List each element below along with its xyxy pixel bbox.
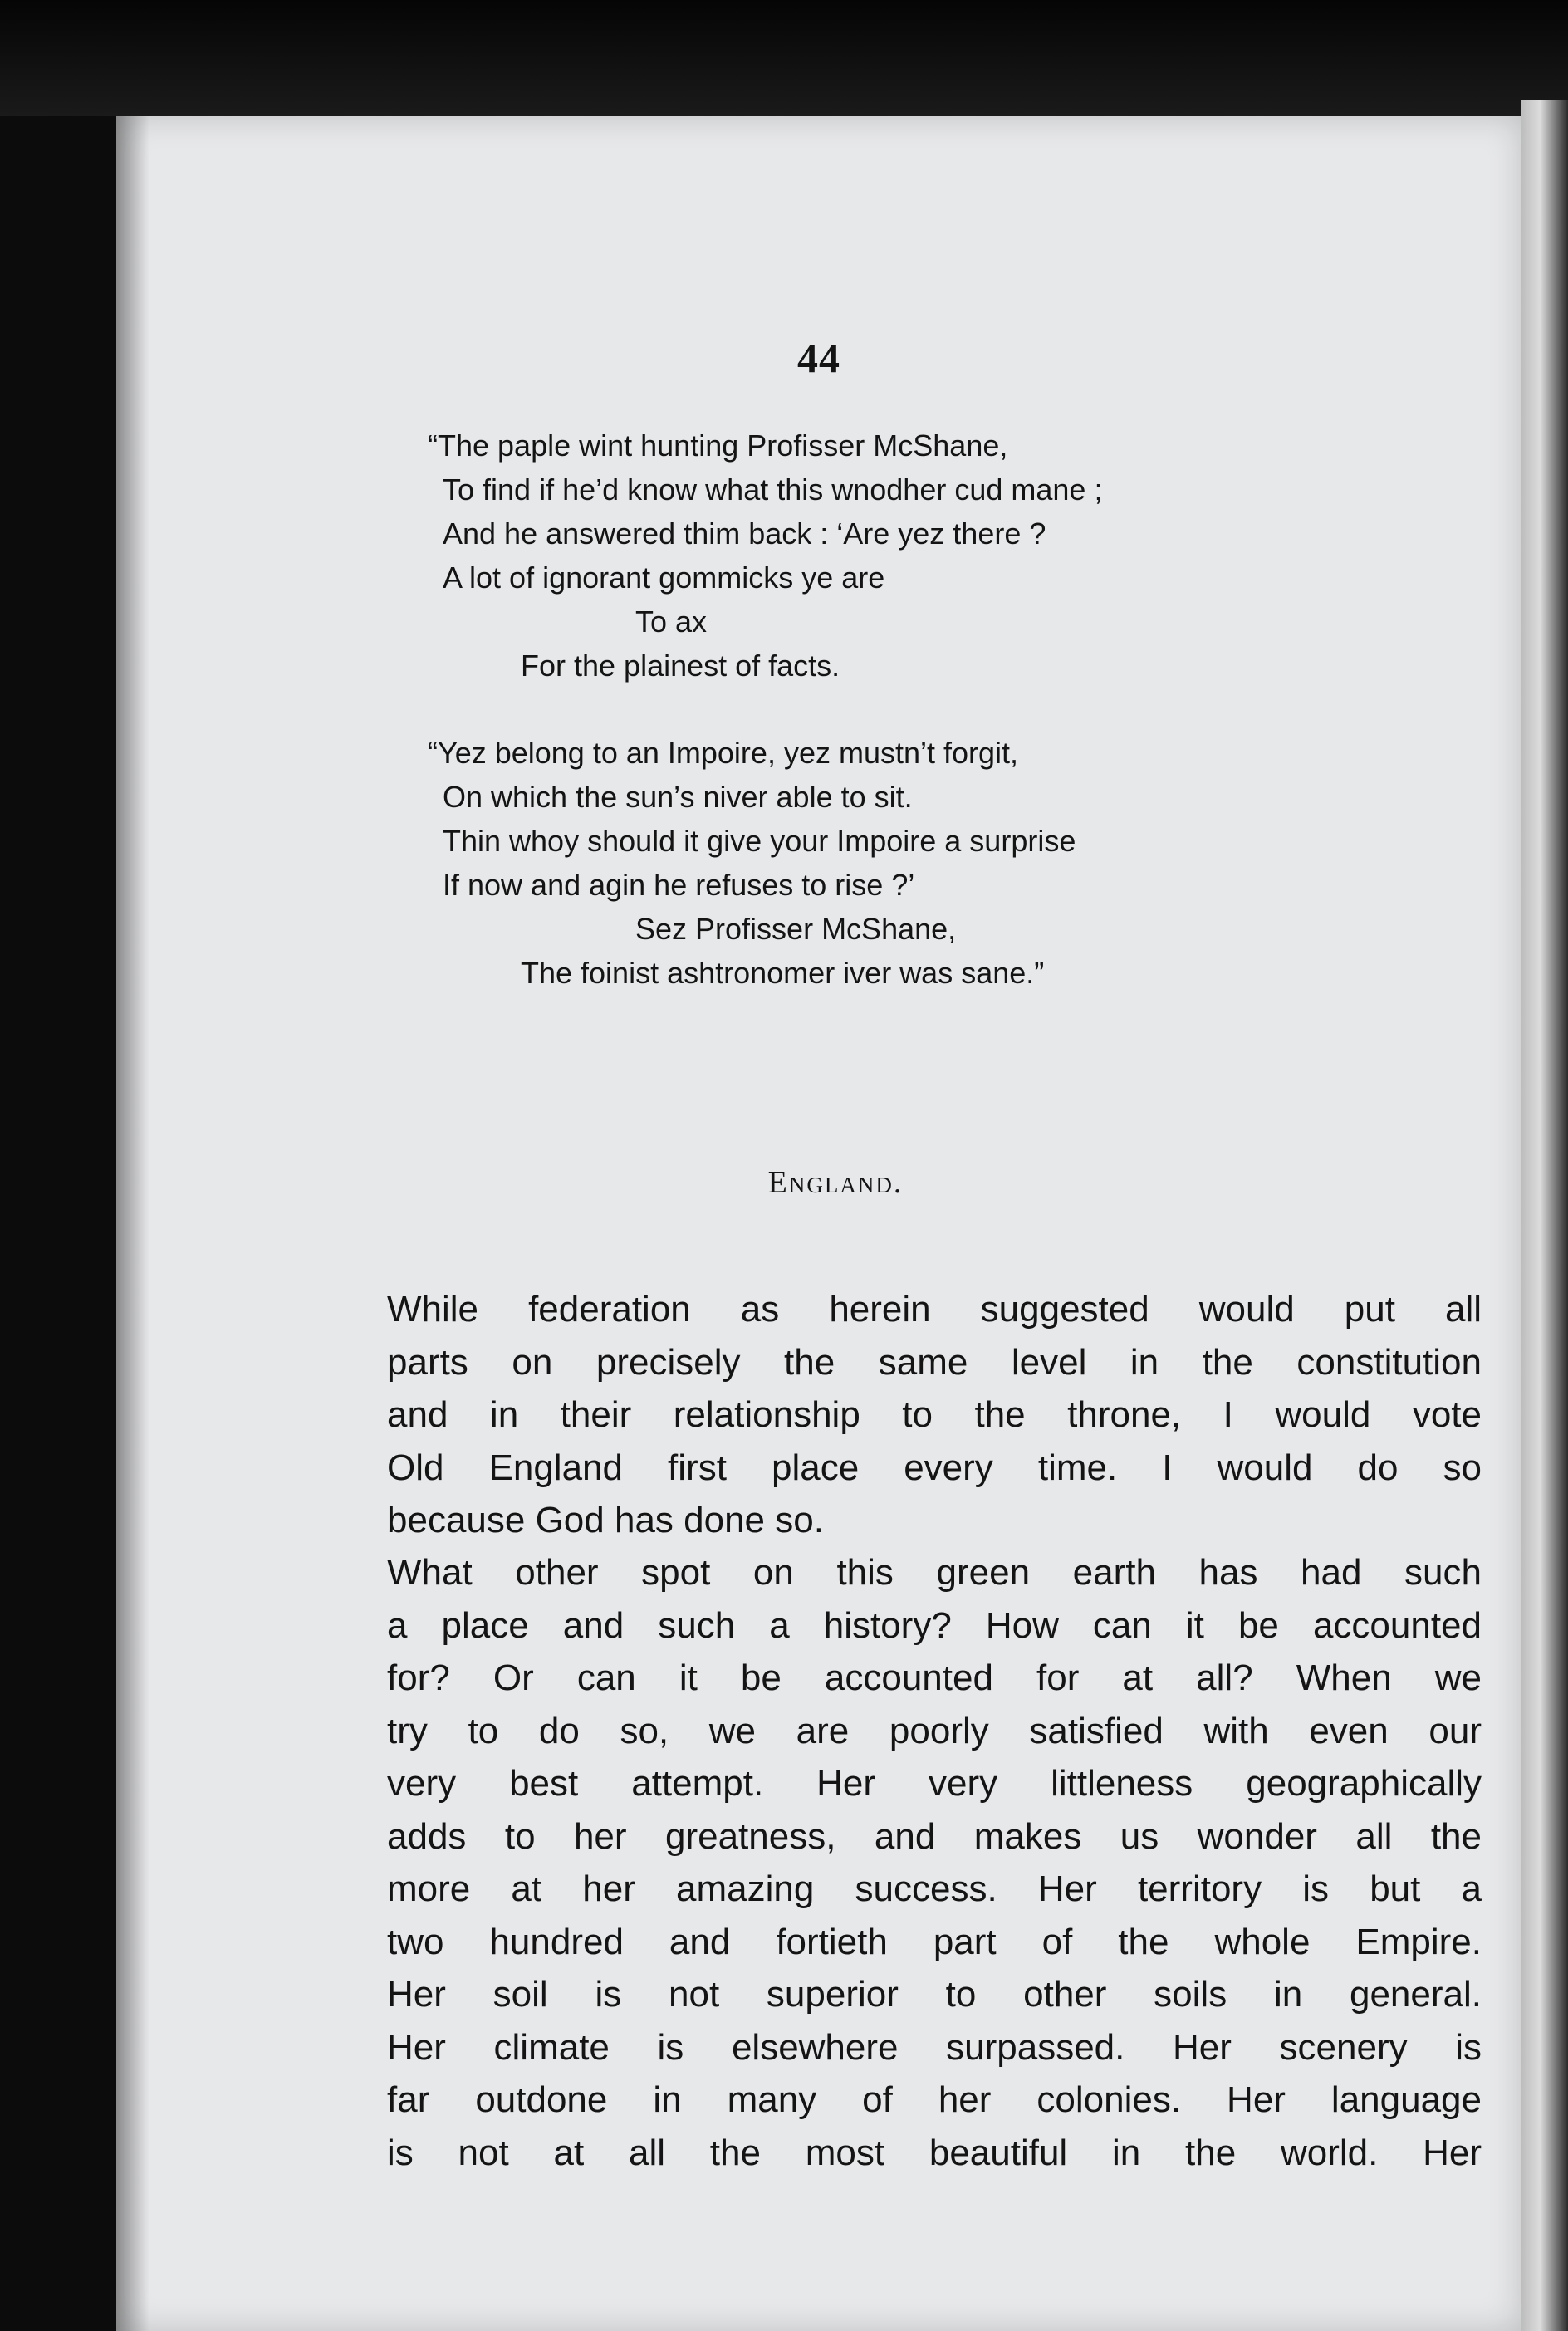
- paragraph-line: very best attempt. Her very littleness geographically: [387, 1763, 1482, 1804]
- verse-line: “Yez belong to an Impoire, yez mustn’t forgit,: [428, 736, 1019, 770]
- scan-border-top: [0, 0, 1568, 116]
- paragraph-line: far outdone in many of her colonies. Her language: [387, 2079, 1482, 2120]
- paragraph-line: What other spot on this green earth has had such: [387, 1552, 1482, 1593]
- paragraph: [387, 1283, 1482, 1547]
- verse-line: The foinist ashtronomer iver was sane.”: [521, 956, 1045, 990]
- paragraph-line: While federation as herein suggested would put all: [387, 1289, 1482, 1330]
- verse-line: A lot of ignorant gommicks ye are: [443, 561, 885, 595]
- verse-line: Thin whoy should it give your Impoire a surprise: [443, 824, 1076, 858]
- paragraph-line: more at her amazing success. Her territory is but a: [387, 1868, 1482, 1909]
- verse-line: To find if he’d know what this wnodher cud mane ;: [443, 473, 1103, 507]
- paragraph-line: because God has done so.: [387, 1500, 824, 1540]
- paragraph: [387, 1546, 1482, 2179]
- paragraph-line: for? Or can it be accounted for at all? When we: [387, 1658, 1482, 1698]
- verse-line: On which the sun’s niver able to sit.: [443, 780, 913, 814]
- section-heading: England.: [767, 1165, 904, 1200]
- page-number: 44: [797, 335, 840, 381]
- scan-border-right: [1521, 100, 1568, 2331]
- page-gutter-shadow: [116, 116, 149, 2331]
- paragraph-line: Old England first place every time. I would do so: [387, 1447, 1482, 1488]
- paragraph-line: is not at all the most beautiful in the world. Her: [387, 2132, 1482, 2173]
- paragraph-line: two hundred and fortieth part of the whole Empire.: [387, 1921, 1482, 1962]
- verse-stanza-1: [428, 424, 1102, 688]
- verse-line: For the plainest of facts.: [521, 649, 840, 683]
- paragraph-line: try to do so, we are poorly satisfied with even our: [387, 1710, 1482, 1751]
- paragraph-line: and in their relationship to the throne, I would vote: [387, 1394, 1482, 1435]
- verse-line: Sez Profisser McShane,: [635, 912, 957, 946]
- verse-line: If now and agin he refuses to rise ?’: [443, 868, 915, 902]
- verse-line: “The paple wint hunting Profisser McShane,: [428, 428, 1008, 463]
- paragraph-line: Her soil is not superior to other soils in general.: [387, 1974, 1482, 2015]
- paragraph-line: Her climate is elsewhere surpassed. Her scenery is: [387, 2026, 1482, 2068]
- paragraph-line: a place and such a history? How can it be accounted: [387, 1604, 1482, 1646]
- paragraph-line: parts on precisely the same level in the constitution: [387, 1341, 1482, 1383]
- verse-stanza-2: [428, 731, 1076, 995]
- paragraph-line: adds to her greatness, and makes us wonder all the: [387, 1815, 1482, 1857]
- book-page: [116, 116, 1521, 2331]
- verse-line: And he answered thim back : ‘Are yez there ?: [443, 517, 1046, 551]
- verse-line: To ax: [635, 605, 708, 639]
